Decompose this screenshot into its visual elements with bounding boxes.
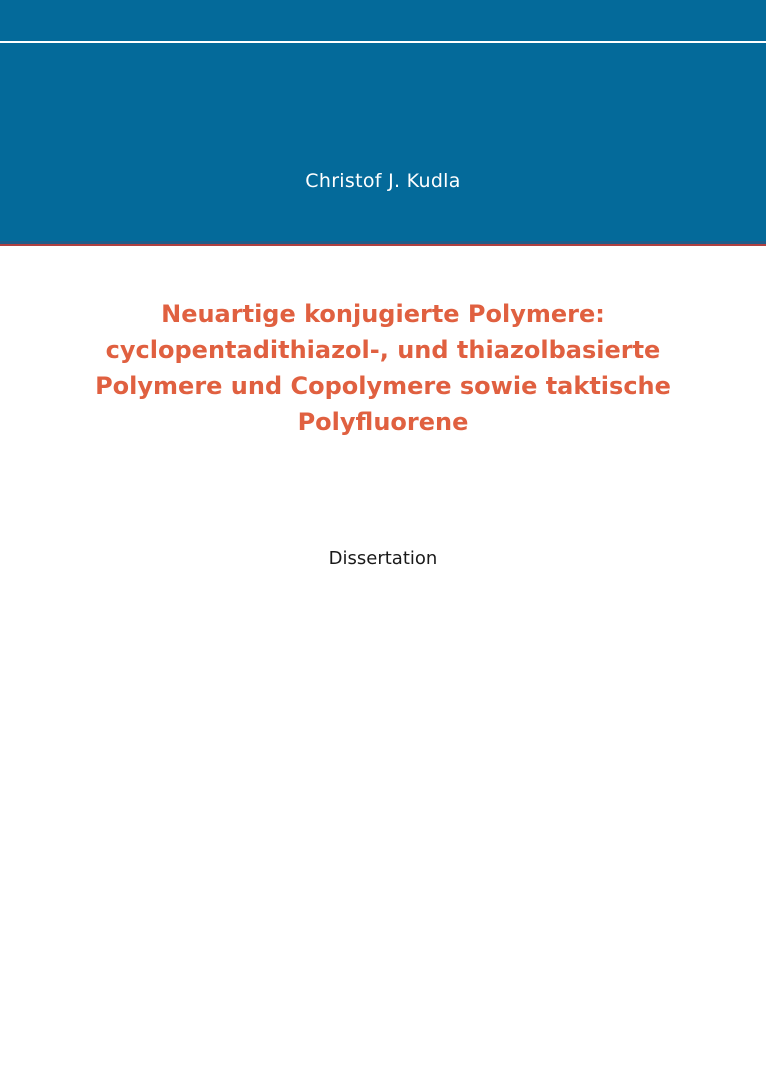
header-accent-line bbox=[0, 244, 766, 246]
book-subtitle: Dissertation bbox=[328, 548, 438, 569]
author-name: Christof J. Kudla bbox=[305, 170, 461, 192]
book-title: Neuartige konjugierte Polymere: cyclopentadithiazol-, und thiazolbasierte Polymere und Copolymere sowie taktische Polyfluorene bbox=[95, 300, 671, 436]
header-divider-top bbox=[0, 41, 766, 43]
header-band bbox=[0, 0, 766, 241]
